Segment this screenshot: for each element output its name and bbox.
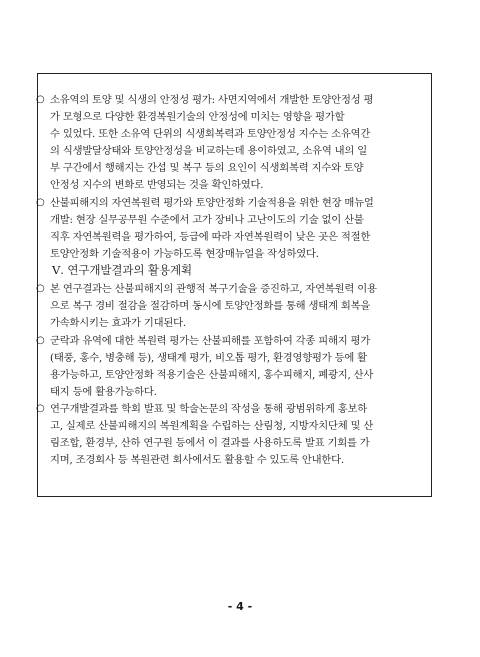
text-line: 가 모형으로 다양한 환경복원기술의 안정성에 미치는 영향을 평가할 bbox=[50, 111, 345, 123]
text-line: 용가능하고, 토양안정화 적용기술은 산불피해지, 홍수피해지, 폐광지, 산사 bbox=[50, 369, 374, 381]
text-line: 의 식생발달상태와 토양안정성을 비교하는데 용이하였고, 소유역 내의 일 bbox=[50, 145, 367, 157]
text-line: 가속화시키는 효과가 기대된다. bbox=[50, 317, 186, 329]
bullet: ○ bbox=[36, 283, 45, 294]
text-line: 토양안정화 기술적용이 가능하도록 현장매뉴얼을 작성하였다. bbox=[50, 248, 319, 260]
text-line: 수 있었다. 또한 소유역 단위의 식생회복력과 토양안정성 지수는 소유역간 bbox=[50, 128, 371, 140]
text-line: 고, 실제로 산불피해지의 복원계획을 수립하는 산림청, 지방자치단체 및 산 bbox=[50, 420, 374, 432]
bullet: ○ bbox=[36, 94, 45, 105]
text-line: 림조합, 환경부, 산하 연구원 등에서 이 결과를 사용하도록 발표 기회를 가 bbox=[50, 437, 370, 449]
text-line: 직후 자연복원력을 평가하여, 등급에 따라 자연복원력이 낮은 곳은 적절한 bbox=[50, 231, 371, 243]
text-line: 군락과 유역에 대한 복원력 평가는 산불피해를 포함하여 각종 피해지 평가 bbox=[50, 335, 371, 347]
page-number: - 4 - bbox=[227, 600, 253, 613]
bullet: ○ bbox=[36, 403, 45, 414]
text-line: 본 연구결과는 산불피해지의 관행적 복구기술을 증진하고, 자연복원력 이용 bbox=[50, 283, 377, 295]
text-line: 부 구간에서 행해지는 간섭 및 복구 등의 요인이 식생회복력 지수와 토양 bbox=[50, 162, 364, 174]
text-line: 안정성 지수의 변화로 반영되는 것을 확인하였다. bbox=[50, 179, 264, 191]
text-line: 산불피해지의 자연복원력 평가와 토양안정화 기술적용을 위한 현장 매뉴얼 bbox=[50, 197, 374, 209]
text-line: 태지 등에 활용가능하다. bbox=[50, 386, 157, 398]
text-line: 지며, 조경회사 등 복원관련 회사에서도 활용할 수 있도록 안내한다. bbox=[50, 454, 344, 466]
text-line: 으로 복구 경비 절감을 절감하며 동시에 토양안정화를 통해 생태계 회복을 bbox=[50, 300, 371, 312]
text-line: 연구개발결과를 학회 발표 및 학술논문의 작성을 통해 광범위하게 홍보하 bbox=[50, 403, 367, 415]
text-line: (태풍, 홍수, 병충해 등), 생태계 평가, 비오톱 평가, 환경영향평가 등에 활 bbox=[50, 352, 367, 364]
section-heading: Ⅴ. 연구개발결과의 활용계획 bbox=[52, 263, 192, 277]
text-line: 소유역의 토양 및 식생의 안정성 평가: 사면지역에서 개발한 토양안정성 평 bbox=[50, 94, 374, 106]
text-line: 개발: 현장 실무공무원 수준에서 고가 장비나 고난이도의 기술 없이 산불 bbox=[50, 214, 364, 226]
bullet: ○ bbox=[36, 197, 45, 208]
bullet: ○ bbox=[36, 335, 45, 346]
